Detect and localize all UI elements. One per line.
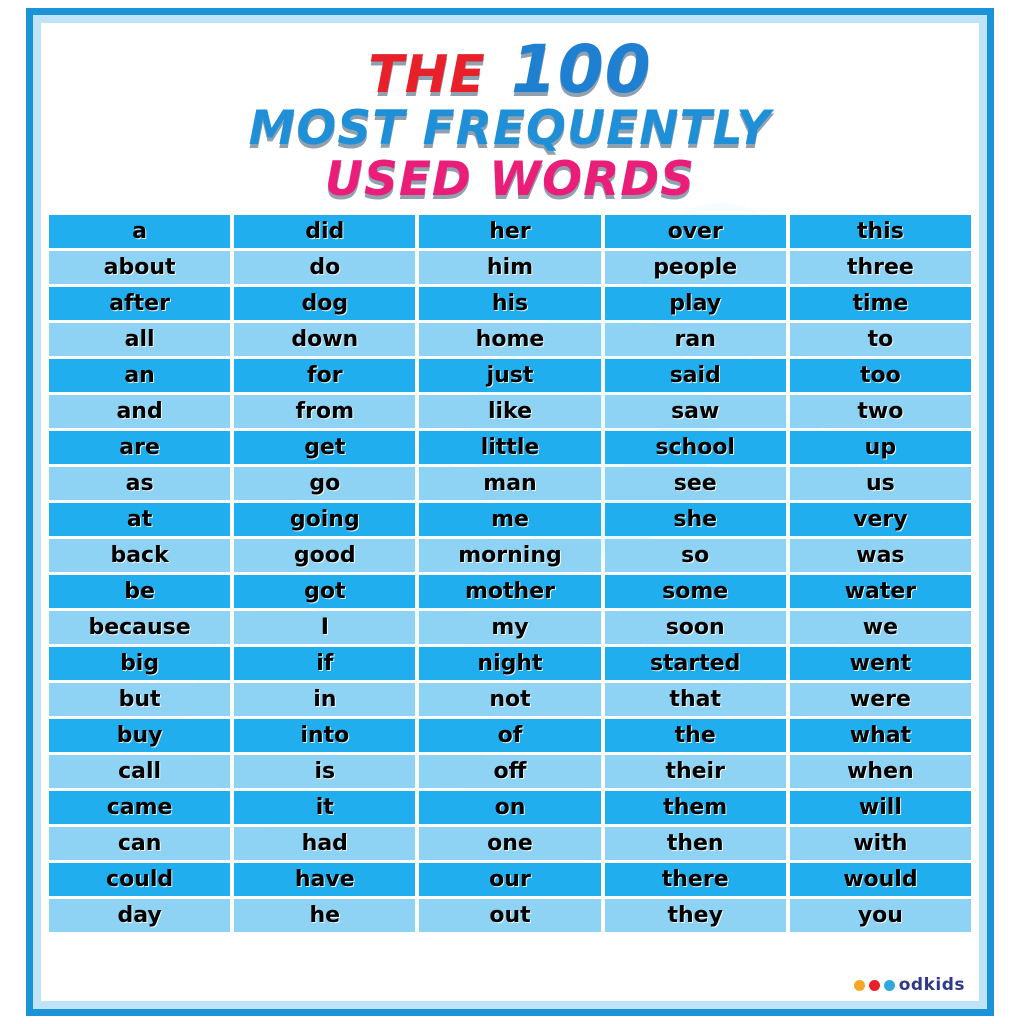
word-cell: time xyxy=(790,287,971,320)
word-cell: just xyxy=(419,359,600,392)
word-cell: an xyxy=(49,359,230,392)
logo-dot-blue-icon xyxy=(884,980,895,991)
word-cell: can xyxy=(49,827,230,860)
word-cell: soon xyxy=(605,611,786,644)
word-cell: of xyxy=(419,719,600,752)
word-cell: will xyxy=(790,791,971,824)
word-cell: me xyxy=(419,503,600,536)
word-cell: out xyxy=(419,899,600,932)
word-cell: morning xyxy=(419,539,600,572)
word-cell: water xyxy=(790,575,971,608)
title-line-3: USED WORDS xyxy=(324,152,696,207)
word-cell: were xyxy=(790,683,971,716)
word-cell: with xyxy=(790,827,971,860)
word-cell: what xyxy=(790,719,971,752)
title-word-the: THE xyxy=(368,45,486,105)
word-cell: call xyxy=(49,755,230,788)
word-cell: started xyxy=(605,647,786,680)
word-cell: off xyxy=(419,755,600,788)
word-cell: this xyxy=(790,215,971,248)
word-cell: day xyxy=(49,899,230,932)
word-cell: as xyxy=(49,467,230,500)
word-cell: little xyxy=(419,431,600,464)
word-cell: one xyxy=(419,827,600,860)
word-cell: if xyxy=(234,647,415,680)
word-cell: like xyxy=(419,395,600,428)
word-cell: had xyxy=(234,827,415,860)
word-cell: came xyxy=(49,791,230,824)
word-cell: she xyxy=(605,503,786,536)
word-cell: home xyxy=(419,323,600,356)
poster-sheet xyxy=(41,23,979,1001)
word-cell: people xyxy=(605,251,786,284)
word-cell: you xyxy=(790,899,971,932)
word-cell: could xyxy=(49,863,230,896)
word-cell: was xyxy=(790,539,971,572)
word-cell: him xyxy=(419,251,600,284)
title-line-1 xyxy=(41,31,979,108)
logo-text: odkids xyxy=(898,975,965,995)
word-cell: my xyxy=(419,611,600,644)
word-cell: from xyxy=(234,395,415,428)
word-cell: went xyxy=(790,647,971,680)
word-cell: we xyxy=(790,611,971,644)
logo-dot-orange-icon xyxy=(854,980,865,991)
word-cell: mother xyxy=(419,575,600,608)
word-cell: did xyxy=(234,215,415,248)
title-line-2: MOST FREQUENTLY xyxy=(248,101,772,156)
word-cell: said xyxy=(605,359,786,392)
brand-logo xyxy=(854,975,965,995)
word-cell: in xyxy=(234,683,415,716)
word-cell: about xyxy=(49,251,230,284)
word-cell: the xyxy=(605,719,786,752)
word-cell: a xyxy=(49,215,230,248)
word-cell: very xyxy=(790,503,971,536)
word-cell: three xyxy=(790,251,971,284)
word-cell: do xyxy=(234,251,415,284)
word-cell: but xyxy=(49,683,230,716)
word-cell: down xyxy=(234,323,415,356)
word-cell: for xyxy=(234,359,415,392)
word-cell: it xyxy=(234,791,415,824)
word-cell: us xyxy=(790,467,971,500)
word-cell: up xyxy=(790,431,971,464)
word-cell: into xyxy=(234,719,415,752)
poster-title xyxy=(41,23,979,207)
word-cell: go xyxy=(234,467,415,500)
word-cell: good xyxy=(234,539,415,572)
word-cell: that xyxy=(605,683,786,716)
word-cell: is xyxy=(234,755,415,788)
word-cell: on xyxy=(419,791,600,824)
word-cell: ran xyxy=(605,323,786,356)
word-cell: they xyxy=(605,899,786,932)
word-cell: because xyxy=(49,611,230,644)
title-word-100: 100 xyxy=(510,31,652,108)
word-cell: there xyxy=(605,863,786,896)
word-cell: would xyxy=(790,863,971,896)
word-cell: get xyxy=(234,431,415,464)
word-cell: big xyxy=(49,647,230,680)
word-cell: see xyxy=(605,467,786,500)
word-cell: be xyxy=(49,575,230,608)
word-cell: buy xyxy=(49,719,230,752)
word-cell: over xyxy=(605,215,786,248)
word-cell: two xyxy=(790,395,971,428)
word-cell: so xyxy=(605,539,786,572)
word-cell: play xyxy=(605,287,786,320)
word-cell: at xyxy=(49,503,230,536)
word-cell: after xyxy=(49,287,230,320)
word-cell: then xyxy=(605,827,786,860)
word-grid xyxy=(49,215,971,932)
word-cell: I xyxy=(234,611,415,644)
word-cell: he xyxy=(234,899,415,932)
word-cell: man xyxy=(419,467,600,500)
word-cell: have xyxy=(234,863,415,896)
word-cell: school xyxy=(605,431,786,464)
word-cell: saw xyxy=(605,395,786,428)
word-cell: too xyxy=(790,359,971,392)
word-cell: not xyxy=(419,683,600,716)
word-cell: dog xyxy=(234,287,415,320)
poster-outer-frame xyxy=(26,8,994,1016)
word-cell: their xyxy=(605,755,786,788)
logo-dot-red-icon xyxy=(869,980,880,991)
word-cell: and xyxy=(49,395,230,428)
word-cell: got xyxy=(234,575,415,608)
word-cell: his xyxy=(419,287,600,320)
word-cell: when xyxy=(790,755,971,788)
word-cell: our xyxy=(419,863,600,896)
word-cell: her xyxy=(419,215,600,248)
word-cell: them xyxy=(605,791,786,824)
word-cell: to xyxy=(790,323,971,356)
word-cell: some xyxy=(605,575,786,608)
word-cell: back xyxy=(49,539,230,572)
word-cell: going xyxy=(234,503,415,536)
word-cell: night xyxy=(419,647,600,680)
poster-inner-frame xyxy=(33,15,987,1009)
word-cell: all xyxy=(49,323,230,356)
word-cell: are xyxy=(49,431,230,464)
